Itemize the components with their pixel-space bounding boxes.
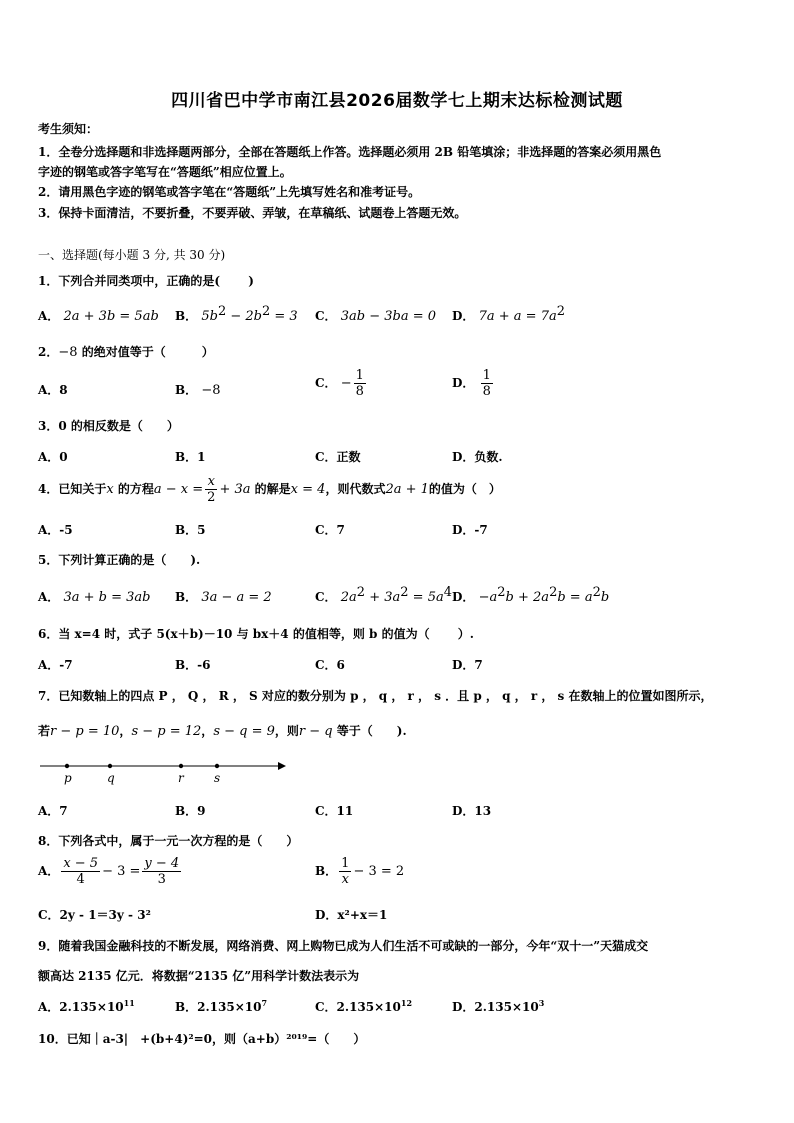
point-p: [65, 764, 69, 768]
q8-option-a: A． $\frac{x - 5}{4}$ − 3 = $\frac{y - 4}{3}$: [38, 856, 180, 887]
q2-option-b: B． −8: [175, 383, 221, 398]
q9-option-d: D．$2.135\times 10^3$: [452, 998, 545, 1014]
q5-option-d: D． $-a^2b + 2a^2b = a^2b$: [452, 585, 610, 605]
q4-option-d: D．-7: [452, 523, 488, 537]
q8-option-b: B． $\frac{1}{x}$ − 3 = 2: [315, 856, 405, 887]
point-r: [179, 764, 183, 768]
q2-stem: 2．−8 的绝对值等于（ ）: [38, 345, 214, 360]
q1-option-b: B． $5b^2 - 2b^2 = 3$: [175, 304, 298, 324]
q6-option-c: C．6: [315, 658, 345, 672]
q5-stem: 5．下列计算正确的是（ ).: [38, 553, 201, 567]
q6-option-d: D．7: [452, 658, 483, 672]
q3-option-c: C．正数: [315, 450, 361, 464]
q4-option-c: C．7: [315, 523, 345, 537]
q6-option-b: B．-6: [175, 658, 211, 672]
q10-stem: 10．已知｜a-3| +(b+4)²=0，则（a+b）²⁰¹⁹=（ ）: [38, 1032, 366, 1046]
q6-option-a: A．-7: [38, 658, 73, 672]
q2-option-c: C． − $\frac{1}{8}$: [315, 368, 364, 399]
section-heading: 一、选择题(每小题 3 分, 共 30 分): [38, 248, 226, 262]
q8-option-d: D．x²+x＝1: [315, 908, 388, 922]
q9-option-c: C．$2.135\times 10^{12}$: [315, 998, 413, 1014]
q8-stem: 8．下列各式中，属于一元一次方程的是（ ）: [38, 834, 299, 848]
q4-option-b: B．5: [175, 523, 206, 537]
q5-option-c: C． $2a^2 + 3a^2 = 5a^4$: [315, 585, 452, 605]
q3-stem: 3．0 的相反数是（ ）: [38, 419, 179, 433]
label-r: r: [178, 771, 184, 785]
notice-line-1a: 1．全卷分选择题和非选择题两部分，全部在答题纸上作答。选择题必须用 2B 铅笔填涂；非选择题的答案必须用黑色: [38, 145, 662, 159]
label-p: p: [64, 771, 72, 785]
q1-option-a: A． 2a + 3b = 5ab: [38, 309, 159, 324]
number-line-figure: [38, 756, 288, 792]
notice-line-3: 3．保持卡面清洁，不要折叠，不要弄破、弄皱，在草稿纸、试题卷上答题无效。: [38, 206, 467, 220]
q4-option-a: A．-5: [38, 523, 73, 537]
point-s: [215, 764, 219, 768]
q4-stem: 4．已知关于x 的方程a − x = $\frac{x}{2}$ + 3a 的解是x = 4，则代数式2a + 1的值为（ ）: [38, 474, 501, 505]
q9-option-b: B．$2.135\times 10^7$: [175, 998, 268, 1014]
q3-option-b: B．1: [175, 450, 206, 464]
page-title: 四川省巴中学市南江县2026届数学七上期末达标检测试题: [171, 91, 623, 111]
q6-stem: 6．当 x=4 时，式子 5(x＋b)－10 与 bx＋4 的值相等，则 b 的值为（ ）.: [38, 627, 474, 641]
q7-option-b: B．9: [175, 804, 206, 818]
q1-option-c: C． 3ab − 3ba = 0: [315, 309, 437, 324]
q7-option-d: D．13: [452, 804, 492, 818]
q1-option-d: D． $7a + a = 7a^2$: [452, 304, 565, 324]
q9-stem-line-2: 额高达 2135 亿元．将数据“2135 亿”用科学计数法表示为: [38, 969, 360, 983]
q5-option-a: A． 3a + b = 3ab: [38, 590, 151, 605]
q7-option-a: A．7: [38, 804, 68, 818]
label-s: s: [214, 771, 221, 785]
q2-option-a: A．8: [38, 383, 68, 397]
q8-option-c: C．2y - 1＝3y - 3²: [38, 908, 151, 922]
q3-option-a: A．0: [38, 450, 68, 464]
q7-stem-line-2: 若r − p = 10，s − p = 12，s − q = 9，则r − q 等于（ ).: [38, 724, 407, 739]
point-q: [108, 764, 112, 768]
q5-option-b: B． 3a − a = 2: [175, 590, 272, 605]
q9-option-a: A．$2.135\times 10^{11}$: [38, 998, 135, 1014]
notice-heading: 考生须知：: [38, 122, 99, 136]
notice-line-2: 2．请用黑色字迹的钢笔或答字笔在“答题纸”上先填写姓名和准考证号。: [38, 185, 421, 199]
q7-option-c: C．11: [315, 804, 354, 818]
label-q: q: [107, 771, 115, 785]
q1-stem: 1．下列合并同类项中，正确的是( ): [38, 274, 254, 288]
q7-stem-line-1: 7．已知数轴上的四点 P ， Q ， R ， S 对应的数分别为 p ， q ， r ， s ．且 p ， q ， r ， s 在数轴上的位置如图所示，: [38, 689, 713, 703]
q3-option-d: D．负数.: [452, 450, 503, 464]
q9-stem-line-1: 9．随着我国金融科技的不断发展，网络消费、网上购物已成为人们生活不可或缺的一部分，今年“双十一”天猫成交: [38, 939, 649, 953]
notice-line-1b: 字迹的钢笔或答字笔写在“答题纸”相应位置上。: [38, 165, 292, 179]
number-line-arrow: [278, 762, 286, 770]
q2-option-d: D． $\frac{1}{8}$: [452, 368, 491, 399]
